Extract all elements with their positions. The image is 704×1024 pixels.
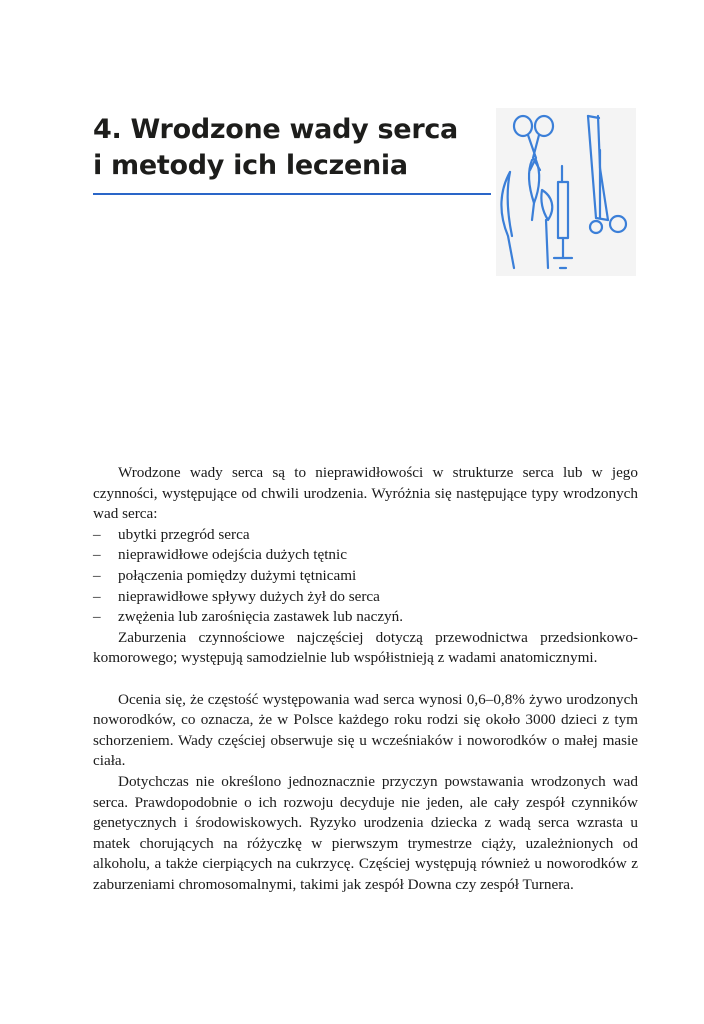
list-item-text: nieprawidłowe spływy dużych żył do serca [118,587,380,605]
list-dash: – [93,608,101,626]
surgical-instruments-icon [496,108,636,276]
list-item [93,525,638,546]
list-item-text: połączenia pomiędzy dużymi tętnicami [118,566,357,584]
list-dash: – [93,546,101,564]
list-item [93,545,638,566]
list-item [93,566,638,587]
paragraph-spacer [93,669,638,690]
paragraph-intro: Wrodzone wady serca są to nieprawidłowości w strukturze serca lub w jego czynności, występujące od chwili urodzenia. Wyróżnia się następujące typy wrodzonych wad serca: [93,464,638,523]
defect-type-list [93,525,638,628]
list-item [93,587,638,608]
list-item [93,607,638,628]
chapter-title [93,112,493,184]
paragraph-incidence: Ocenia się, że częstość występowania wad serca wynosi 0,6–0,8% żywo urodzonych noworodków, co oznacza, że w Polsce każdego roku rodzi się około 3000 dzieci z tym schorzeniem. Wady częściej obserwuje się u wcześniaków i noworodków o małej masie ciała. [93,690,638,770]
paragraph-causes: Dotychczas nie określono jednoznacznie przyczyn powstawania wrodzonych wad serca. Prawdopodobnie o ich rozwoju decyduje nie jeden, ale cały zespół czynników genetycznych i środowiskowych. Ryzyko urodzenia dziecka z wadą serca wzrasta u matek chorujących na różyczkę w pierwszym trymestrze ciąży, uzależnionych od alkoholu, a także cierpiących na cukrzycę. Częściej występują również u noworodków z zaburzeniami chromosomalnymi, takimi jak zespół Downa czy zespół Turnera. [93,772,638,893]
list-item-text: nieprawidłowe odejścia dużych tętnic [118,546,347,564]
chapter-body [93,463,638,895]
list-dash: – [93,587,101,605]
chapter-title-line2: i metody ich leczenia [93,150,408,181]
paragraph-functional: Zaburzenia czynnościowe najczęściej dotyczą przewodnictwa przedsionkowo-komorowego; występują samodzielnie lub współistnieją z wadami anatomicznymi. [93,628,638,667]
list-item-text: ubytki przegród serca [118,525,250,543]
chapter-title-line1: 4. Wrodzone wady serca [93,114,458,145]
title-underline [93,193,491,195]
list-item-text: zwężenia lub zarośnięcia zastawek lub naczyń. [118,608,404,626]
list-dash: – [93,525,101,543]
list-dash: – [93,566,101,584]
